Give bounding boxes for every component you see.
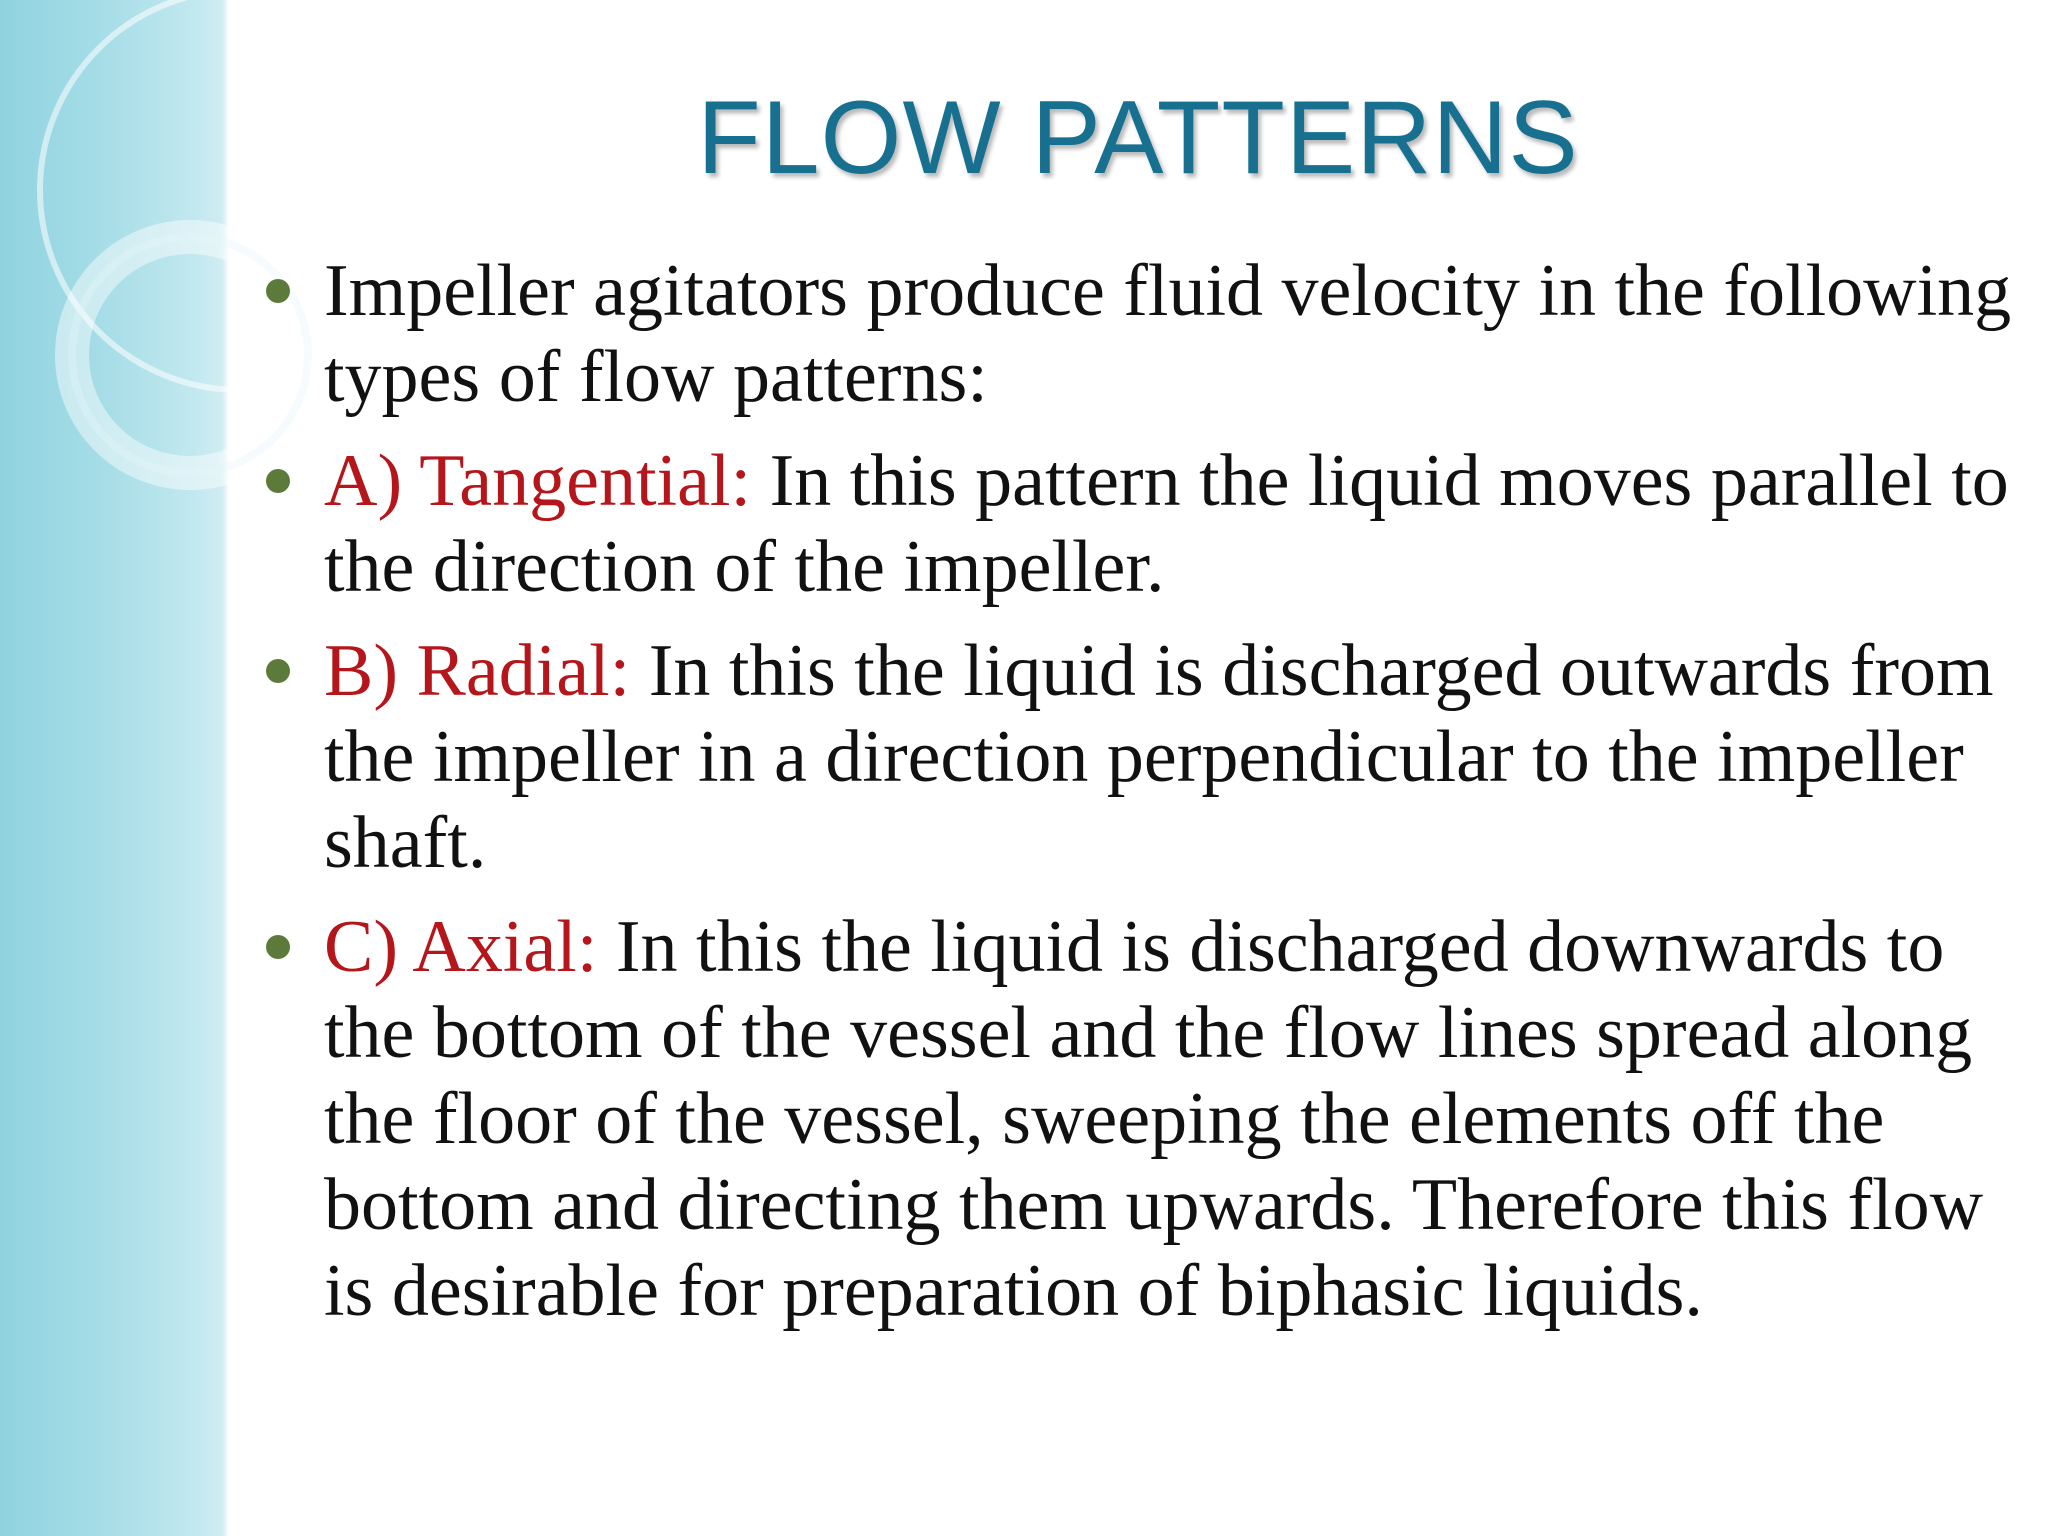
bullet-item: [252, 904, 2012, 1334]
bullet-item: [252, 438, 2012, 610]
slide-title: FLOW PATTERNS: [697, 80, 1579, 196]
bullet-list: [252, 248, 2012, 1352]
bullet-icon: [266, 935, 290, 959]
bullet-label: C) Axial:: [324, 906, 598, 988]
bullet-label: B) Radial:: [324, 630, 631, 712]
bullet-icon: [266, 469, 290, 493]
bullet-icon: [266, 659, 290, 683]
bullet-text: In this the liquid is discharged downwards to the bottom of the vessel and the flow lines spread along the floor of the vessel, sweeping the elements off the bottom and directing them upwards. Therefore this flow is desirable for preparation of biphasic liquids.: [324, 906, 1984, 1332]
bullet-text: In this the liquid is discharged outwards from the impeller in a direction perpendicular to the impeller shaft.: [324, 630, 1994, 884]
bullet-item: [252, 248, 2012, 420]
bullet-text: Impeller agitators produce fluid velocity in the following types of flow patterns:: [324, 250, 2012, 418]
bullet-icon: [266, 279, 290, 303]
bullet-text: In this pattern the liquid moves parallel to the direction of the impeller.: [324, 440, 2009, 608]
bullet-item: [252, 628, 2012, 886]
bullet-label: A) Tangential:: [324, 440, 752, 522]
